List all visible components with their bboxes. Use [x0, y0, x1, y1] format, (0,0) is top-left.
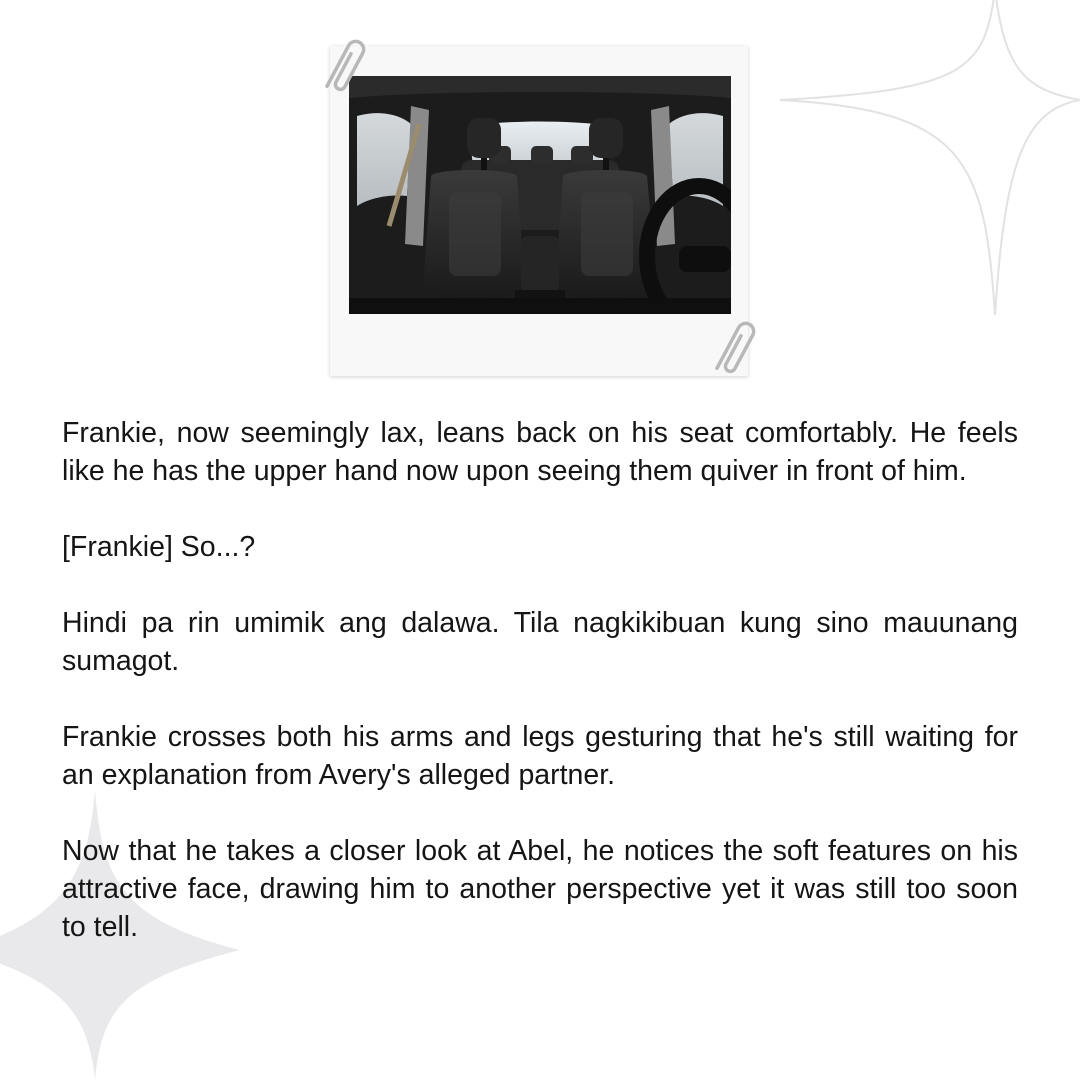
sparkle-outline-icon: [770, 0, 1080, 320]
car-interior-illustration: [349, 76, 731, 314]
dialogue-line: [Frankie] So...?: [62, 531, 256, 563]
story-paragraph: Hindi pa rin umimik ang dalawa. Tila nagkikibuan kung sino mauunang sumagot.: [62, 607, 1018, 677]
story-text: [62, 414, 1018, 984]
story-paragraph: Now that he takes a closer look at Abel, he notices the soft features on his attractive face, drawing him to another perspective yet it was still too soon to tell.: [62, 835, 1018, 943]
story-paragraph: Frankie, now seemingly lax, leans back on his seat comfortably. He feels like he has the upper hand now upon seeing them quiver in front of him.: [62, 417, 1018, 487]
paperclip-icon: [322, 34, 366, 100]
photo-frame: [330, 46, 748, 376]
paperclip-icon: [712, 316, 756, 382]
story-paragraph: Frankie crosses both his arms and legs gesturing that he's still waiting for an explanation from Avery's alleged partner.: [62, 721, 1018, 791]
car-interior-photo: [349, 76, 731, 314]
